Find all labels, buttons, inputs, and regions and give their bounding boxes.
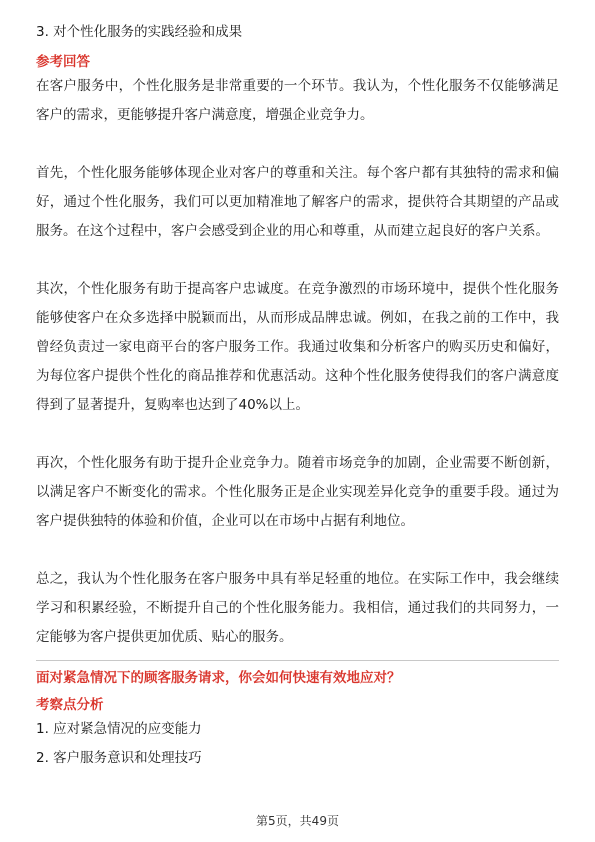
answer-paragraph-1: 在客户服务中，个性化服务是非常重要的一个环节。我认为，个性化服务不仅能够满足客户的需求，更能够提升客户满意度，增强企业竞争力。 (36, 78, 559, 123)
document-page (36, 22, 559, 773)
answer-paragraph-2: 首先，个性化服务能够体现企业对客户的尊重和关注。每个客户都有其独特的需求和偏好，通过个性化服务，我们可以更加精准地了解客户的需求，提供符合其期望的产品或服务。在这个过程中，客户会感受到企业的用心和尊重，从而建立起良好的客户关系。 (36, 165, 559, 239)
answer-paragraph-5: 总之，我认为个性化服务在客户服务中具有举足轻重的地位。在实际工作中，我会继续学习和积累经验，不断提升自己的个性化服务能力。我相信，通过我们的共同努力，一定能够为客户提供更加优质、贴心的服务。 (36, 571, 559, 645)
analysis-point-1: 1. 应对紧急情况的应变能力 (36, 721, 202, 737)
page-number: 第5页，共49页 (256, 814, 339, 828)
answer-paragraph-3: 其次，个性化服务有助于提高客户忠诚度。在竞争激烈的市场环境中，提供个性化服务能够使客户在众多选择中脱颖而出，从而形成品牌忠诚。例如，在我之前的工作中，我曾经负责过一家电商平台的客户服务工作。我通过收集和分析客户的购买历史和偏好，为每位客户提供个性化的商品推荐和优惠活动。这种个性化服务使得我们的客户满意度得到了显著提升，复购率也达到了40%以上。 (36, 281, 559, 413)
analysis-label: 考察点分析 (36, 697, 104, 713)
analysis-point-2: 2. 客户服务意识和处理技巧 (36, 750, 202, 766)
answer-label: 参考回答 (36, 54, 90, 70)
question-title: 面对紧急情况下的顾客服务请求，你会如何快速有效地应对？ (36, 670, 401, 686)
section-divider (36, 660, 559, 661)
answer-paragraph-4: 再次，个性化服务有助于提升企业竞争力。随着市场竞争的加剧，企业需要不断创新，以满足客户不断变化的需求。个性化服务正是企业实现差异化竞争的重要手段。通过为客户提供独特的体验和价值，企业可以在市场中占据有利地位。 (36, 455, 559, 529)
item-title: 3. 对个性化服务的实践经验和成果 (36, 24, 243, 40)
